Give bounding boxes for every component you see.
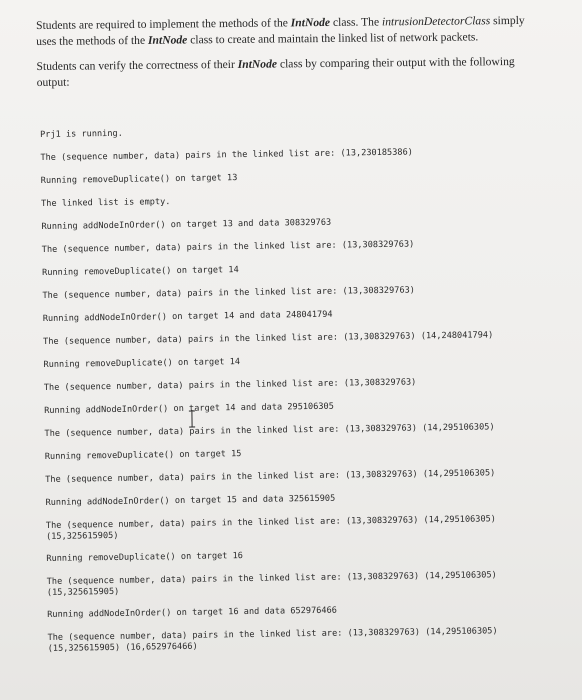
output-line: Running addNodeInOrder() on target 16 and data 652976466 xyxy=(47,605,337,620)
detector-class-name: intrusionDetectorClass xyxy=(381,14,491,29)
class-name: IntNode xyxy=(290,15,331,30)
class-name: IntNode xyxy=(237,57,278,71)
output-line: The linked list is empty. xyxy=(41,197,171,209)
intro-text: Students can verify the correctness of their xyxy=(36,57,238,73)
output-line: Running addNodeInOrder() on target 14 and data 295106305 xyxy=(44,401,334,416)
output-line: The (sequence number, data) pairs in the linked list are: (13,308329763) xyxy=(41,239,415,255)
output-line: Running removeDuplicate() on target 15 xyxy=(44,449,242,462)
output-line: The (sequence number, data) pairs in the linked list are: (13,308329763) (14,295106305) (15,325615905) xyxy=(45,514,502,542)
output-line: Running addNodeInOrder() on target 15 and data 325615905 xyxy=(45,493,336,508)
output-line: The (sequence number, data) pairs in the linked list are: (13,308329763) xyxy=(43,377,417,393)
intro-text: class by comparing their output with the following output: xyxy=(36,54,515,89)
program-output xyxy=(40,122,568,666)
output-line: Running addNodeInOrder() on target 14 and data 248041794 xyxy=(42,309,333,324)
intro-text: Students are required to implement the methods of the xyxy=(36,16,291,32)
output-line: Running removeDuplicate() on target 16 xyxy=(46,551,244,564)
output-line: Running removeDuplicate() on target 14 xyxy=(42,265,239,278)
output-line: Running removeDuplicate() on target 14 xyxy=(43,357,241,370)
output-line: Running removeDuplicate() on target 13 xyxy=(40,173,238,186)
intro-text: class. The xyxy=(329,15,383,29)
output-line: The (sequence number, data) pairs in the linked list are: (13,230185386) xyxy=(40,147,413,163)
intro-paragraph-2 xyxy=(36,54,546,91)
text-cursor-icon xyxy=(187,410,197,428)
class-name: IntNode xyxy=(147,33,188,47)
output-line: The (sequence number, data) pairs in the linked list are: (13,308329763) xyxy=(42,285,416,301)
output-line: The (sequence number, data) pairs in the linked list are: (13,308329763) (14,295106305) (15,325615905) xyxy=(46,570,503,598)
intro-text: class to create and maintain the linked list of network packets. xyxy=(187,30,479,47)
intro-text: simply uses the methods of the xyxy=(36,13,525,48)
output-line: The (sequence number, data) pairs in the linked list are: (13,308329763) (14,295106305) (15,325615905) (16,652976466) xyxy=(47,626,503,654)
intro-paragraph-1 xyxy=(36,13,546,50)
output-line: The (sequence number, data) pairs in the linked list are: (13,308329763) (14,295106305) xyxy=(44,422,495,439)
output-line: Prj1 is running. xyxy=(40,128,123,140)
instructions-text xyxy=(36,13,547,100)
output-line: The (sequence number, data) pairs in the linked list are: (13,308329763) (14,295106305) xyxy=(45,468,496,485)
output-line: Running addNodeInOrder() on target 13 and data 308329763 xyxy=(41,217,332,232)
output-line: The (sequence number, data) pairs in the linked list are: (13,308329763) (14,248041794) xyxy=(43,330,494,347)
